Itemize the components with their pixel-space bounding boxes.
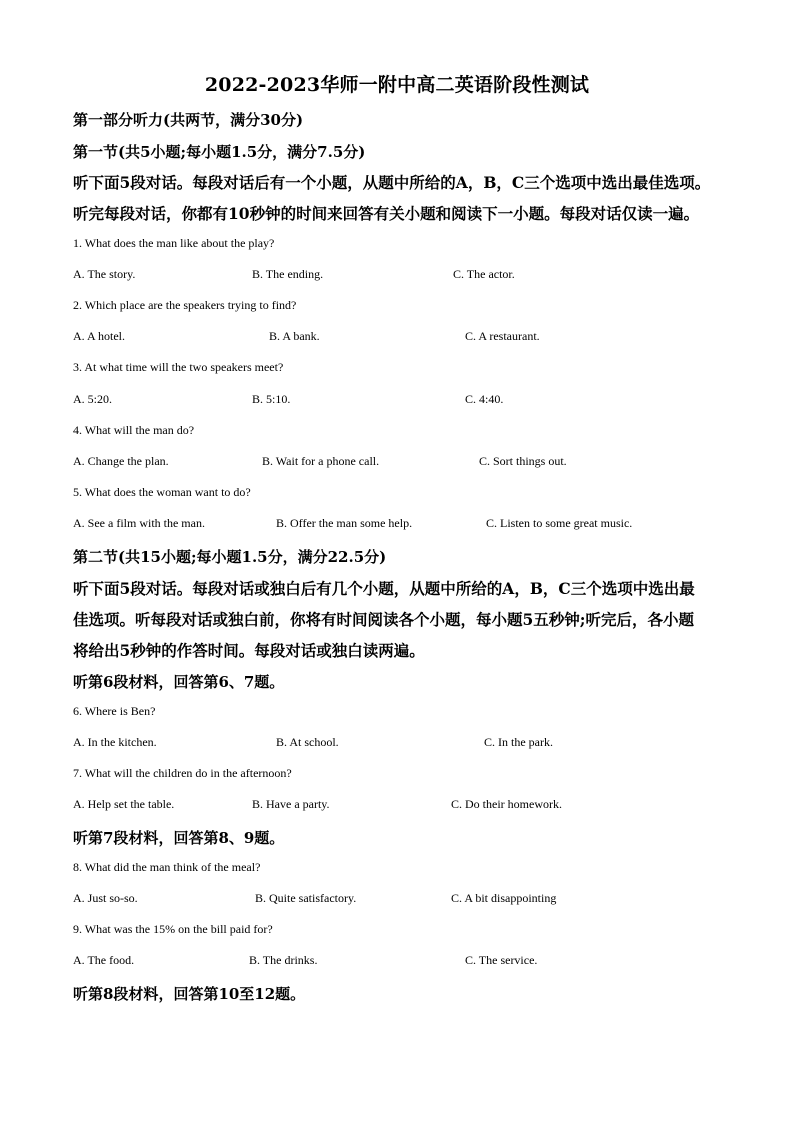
- section2-instruction-line1: 听下面5段对话。每段对话或独白后有几个小题，从题中所给的A，B，C三个选项中选出最: [73, 579, 695, 598]
- q6-option-a[interactable]: A. In the kitchen.: [73, 735, 157, 749]
- q3-option-a[interactable]: A. 5:20.: [73, 392, 112, 406]
- q2-option-a[interactable]: A. A hotel.: [73, 329, 126, 343]
- q6-option-c[interactable]: C. In the park.: [484, 735, 553, 749]
- question-2: 2. Which place are the speakers trying to find?: [73, 298, 297, 312]
- section2-heading: 第二节(共15小题;每小题1.5分，满分22.5分): [73, 548, 387, 566]
- q9-option-a[interactable]: A. The food.: [73, 953, 135, 967]
- q6-option-b[interactable]: B. At school.: [276, 735, 339, 749]
- q4-option-c[interactable]: C. Sort things out.: [479, 454, 567, 468]
- question-6: 6. Where is Ben?: [73, 704, 156, 718]
- material-7-heading: 听第7段材料，回答第8、9题。: [73, 829, 285, 847]
- q9-option-c[interactable]: C. The service.: [465, 953, 538, 967]
- section2-instruction-line2: 佳选项。听每段对话或独白前，你将有时间阅读各个小题，每小题5五秒钟;听完后，各小题: [73, 610, 695, 629]
- question-7: 7. What will the children do in the afternoon?: [73, 766, 292, 780]
- q3-option-c[interactable]: C. 4:40.: [465, 392, 504, 406]
- q7-option-a[interactable]: A. Help set the table.: [73, 797, 175, 811]
- q2-option-b[interactable]: B. A bank.: [269, 329, 320, 343]
- q8-option-c[interactable]: C. A bit disappointing: [451, 891, 557, 905]
- q4-option-a[interactable]: A. Change the plan.: [73, 454, 169, 468]
- q8-option-b[interactable]: B. Quite satisfactory.: [255, 891, 357, 905]
- q4-option-b[interactable]: B. Wait for a phone call.: [262, 454, 380, 468]
- question-9: 9. What was the 15% on the bill paid for?: [73, 922, 273, 936]
- q1-option-c[interactable]: C. The actor.: [453, 267, 515, 281]
- section1-instruction-line2: 听完每段对话，你都有10秒钟的时间来回答有关小题和阅读下一小题。每段对话仅读一遍。: [73, 204, 700, 223]
- section1-instruction-line1: 听下面5段对话。每段对话后有一个小题，从题中所给的A，B，C三个选项中选出最佳选项。: [73, 173, 711, 192]
- q8-option-a[interactable]: A. Just so-so.: [73, 891, 138, 905]
- question-4: 4. What will the man do?: [73, 423, 195, 437]
- q5-option-a[interactable]: A. See a film with the man.: [73, 516, 205, 530]
- q2-option-c[interactable]: C. A restaurant.: [465, 329, 540, 343]
- question-5: 5. What does the woman want to do?: [73, 485, 251, 499]
- section2-instruction-line3: 将给出5秒钟的作答时间。每段对话或独白读两遍。: [73, 641, 425, 660]
- material-8-heading: 听第8段材料，回答第10至12题。: [73, 985, 306, 1003]
- q7-option-c[interactable]: C. Do their homework.: [451, 797, 562, 811]
- q5-option-c[interactable]: C. Listen to some great music.: [486, 516, 633, 530]
- q3-option-b[interactable]: B. 5:10.: [252, 392, 291, 406]
- q7-option-b[interactable]: B. Have a party.: [252, 797, 330, 811]
- part1-heading: 第一部分听力(共两节，满分30分): [73, 111, 304, 129]
- question-3: 3. At what time will the two speakers meet?: [73, 360, 284, 374]
- section1-heading: 第一节(共5小题;每小题1.5分，满分7.5分): [73, 143, 366, 161]
- question-8: 8. What did the man think of the meal?: [73, 860, 261, 874]
- page-title: 2022-2023华师一附中高二英语阶段性测试: [204, 74, 590, 96]
- q5-option-b[interactable]: B. Offer the man some help.: [276, 516, 413, 530]
- q1-option-a[interactable]: A. The story.: [73, 267, 136, 281]
- q9-option-b[interactable]: B. The drinks.: [249, 953, 318, 967]
- q1-option-b[interactable]: B. The ending.: [252, 267, 324, 281]
- question-1: 1. What does the man like about the play?: [73, 236, 275, 250]
- material-6-heading: 听第6段材料，回答第6、7题。: [73, 673, 285, 691]
